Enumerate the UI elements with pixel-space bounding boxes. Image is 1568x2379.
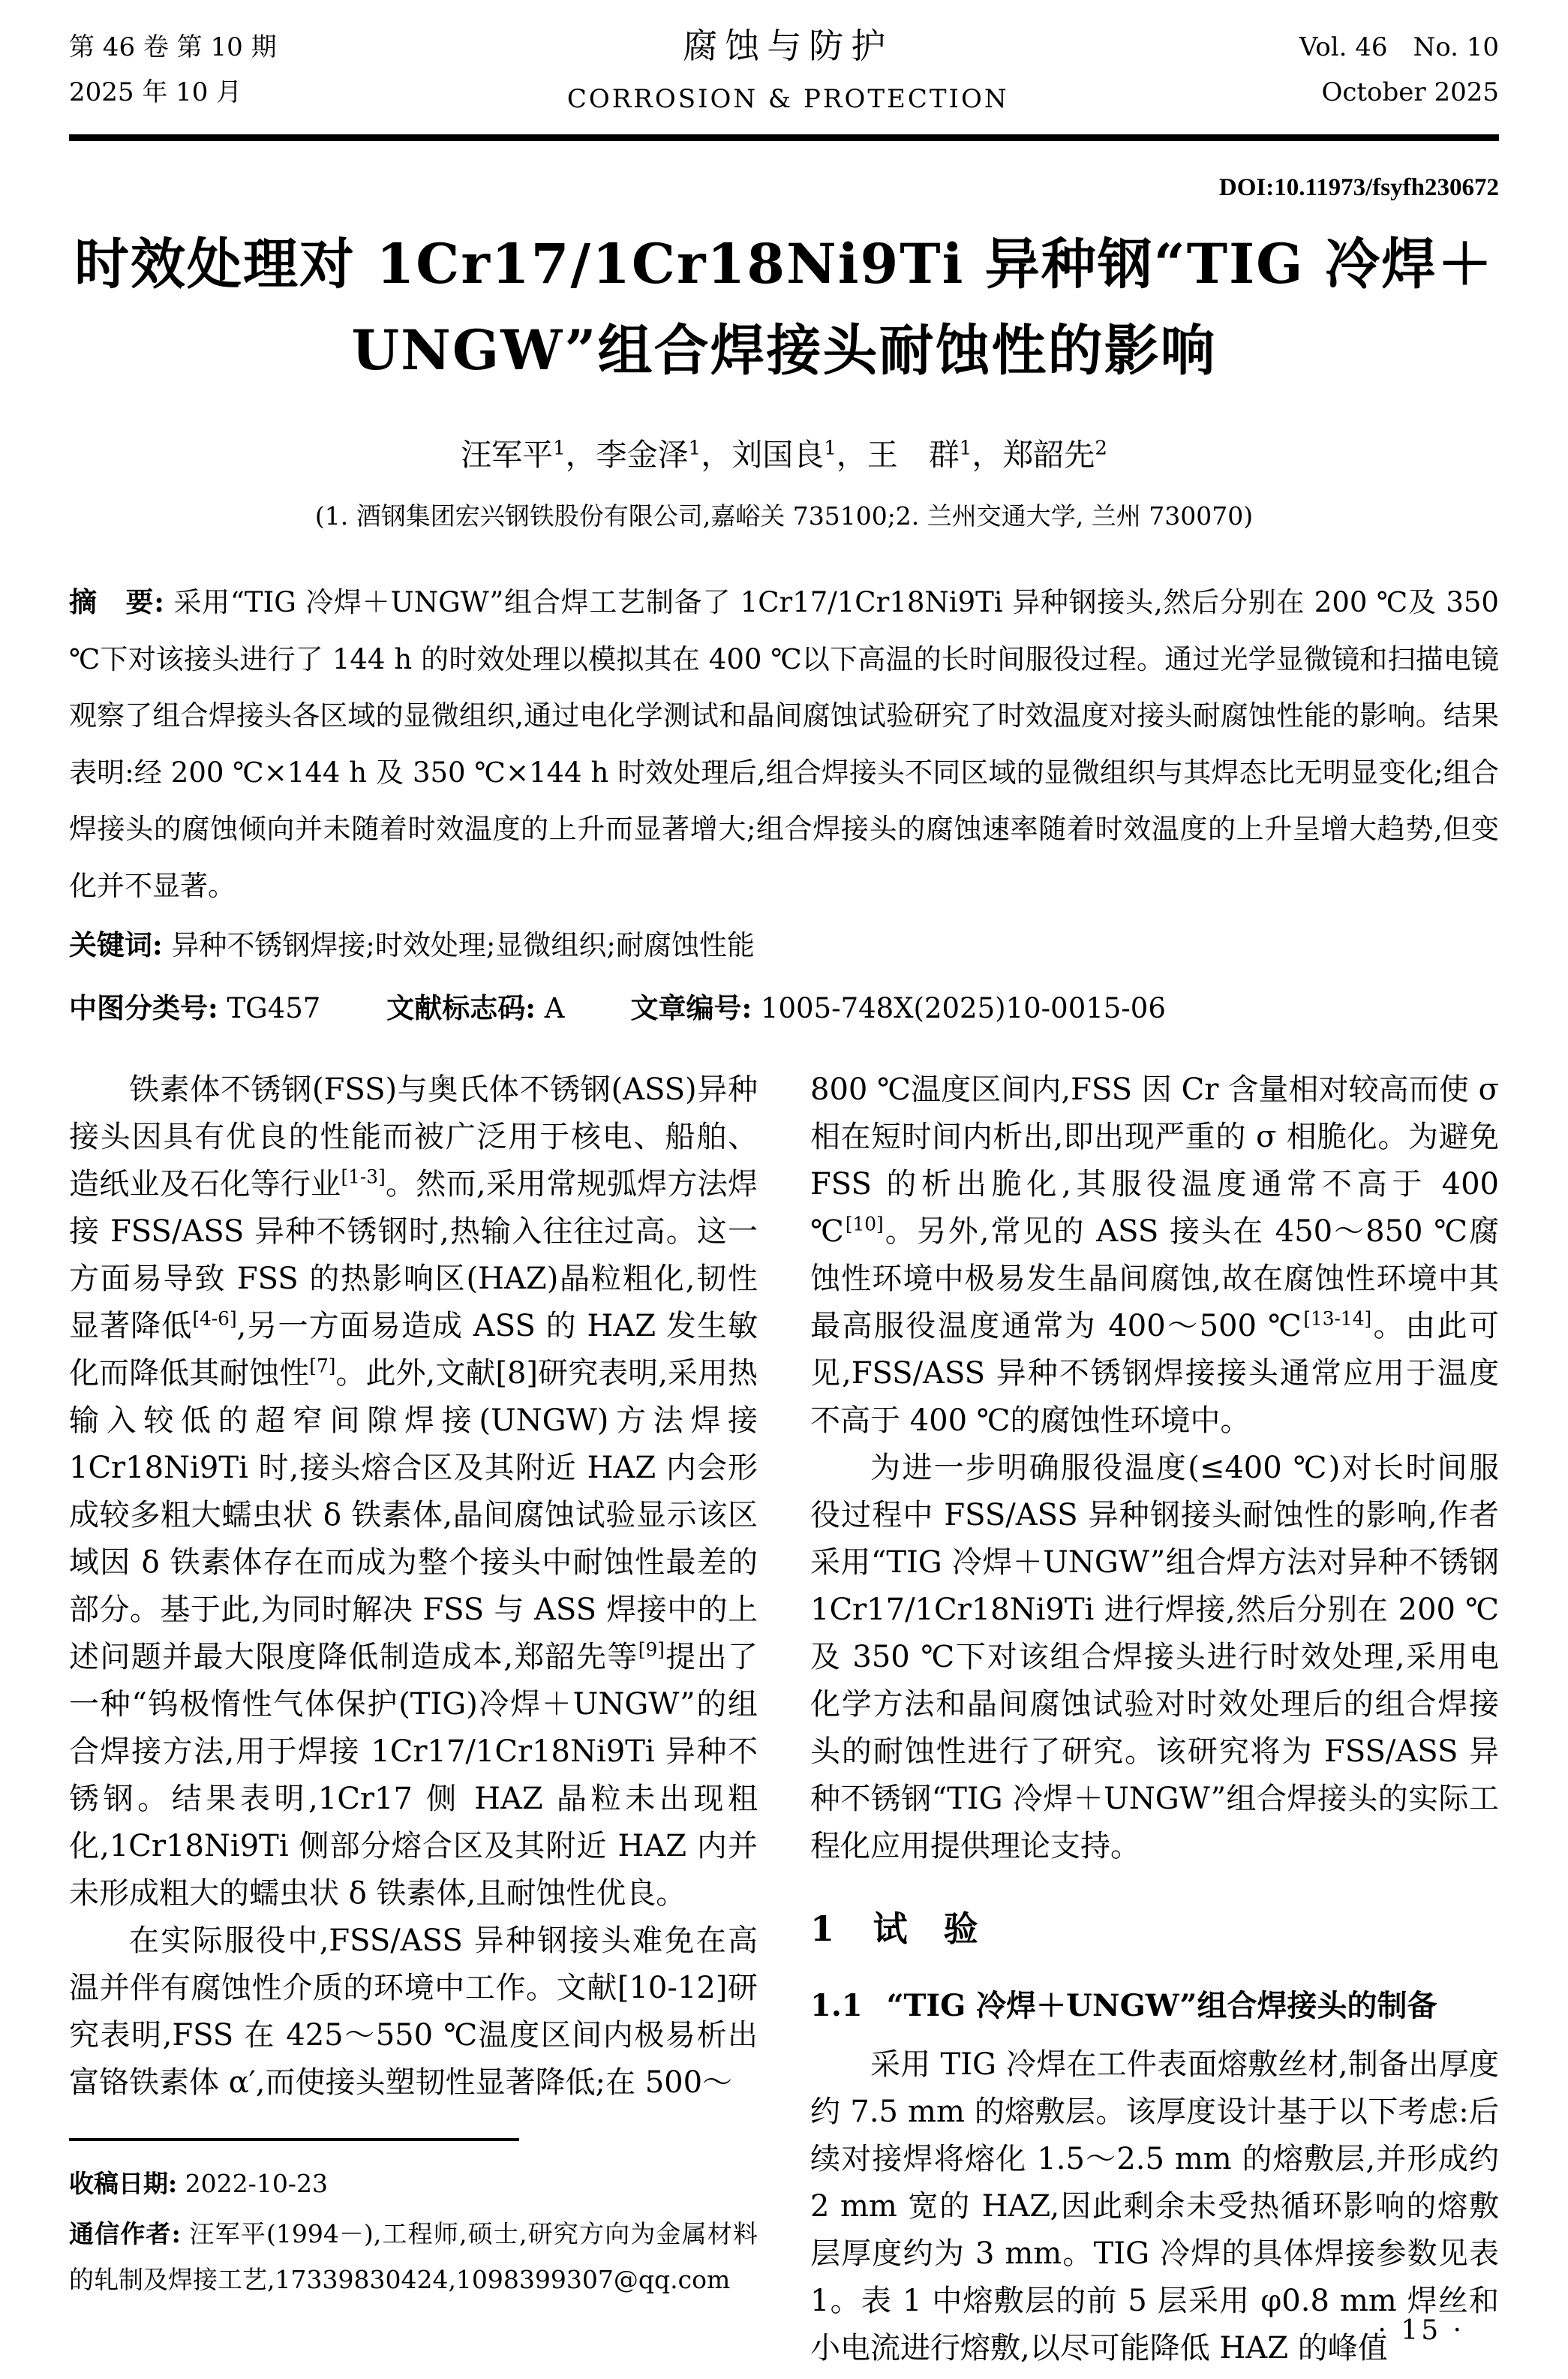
journal-header (69, 26, 1499, 122)
text-run: 王 群 (867, 437, 960, 474)
left-column (69, 1066, 758, 2371)
issue-date-cn: 2025 年 10 月 (69, 77, 242, 107)
text-run: 郑韶先 (1002, 437, 1095, 474)
citation-superscript: [13-14] (1303, 1307, 1372, 1330)
keywords (69, 917, 1499, 973)
body-columns (69, 1066, 1499, 2371)
article-id-value: 1005-748X(2025)10-0015-06 (760, 992, 1166, 1025)
clc-label: 中图分类号: (69, 991, 218, 1025)
text-run: 汪军平 (461, 437, 554, 474)
text-run: 在实际服役中,FSS/ASS 异种钢接头难免在高温并伴有腐蚀性介质的环境中工作。文献[10-12]研究表明,FSS 在 425～550 ℃温度区间内极易析出富铬铁素体 α′,而使接头塑韧性显著降低;在 500～ (69, 1923, 758, 2101)
article-id-label: 文章编号: (630, 991, 752, 1025)
citation-superscript: 1 (959, 437, 972, 460)
text-run: 。由此可见,FSS/ASS 异种不锈钢焊接接头通常应用于温度不高于 400 ℃的腐蚀性环境中。 (810, 1309, 1499, 1439)
text-run: 。另外,常见的 ASS 接头在 450～850 ℃腐蚀性环境中极易发生晶间腐蚀,故在腐蚀性环境中其最高服役温度通常为 400～500 ℃ (810, 1214, 1499, 1344)
text-run: 提出了一种“钨极惰性气体保护(TIG)冷焊＋UNGW”的组合焊接方法,用于焊接 1Cr17/1Cr18Ni9Ti 异种不锈钢。结果表明,1Cr17 侧 HAZ 晶粒未出现粗化,1Cr18Ni9Ti 侧部分熔合区及其附近 HAZ 内并未形成粗大的蠕虫状 δ 铁素体,且耐蚀性优良。 (69, 1640, 758, 1911)
right-column (810, 1066, 1499, 2371)
article-id (630, 985, 1165, 1026)
journal-title-en: CORROSION & PROTECTION (566, 84, 1009, 115)
journal-title-cn: 腐蚀与防护 (683, 26, 894, 66)
section-1-number: 1 (810, 1908, 836, 1950)
text-run: 。此外,文献[8]研究表明,采用热输入较低的超窄间隙焊接(UNGW)方法焊接 1Cr18Ni9Ti 时,接头熔合区及其附近 HAZ 内会形成较多粗大蠕虫状 δ 铁素体,晶间腐蚀试验显示该区域因 δ 铁素体存在而成为整个接头中耐蚀性最差的部分。基于此,为同时解决 FSS 与 ASS 焊接中的上述问题并最大限度降低制造成本,郑韶先等 (69, 1356, 758, 1675)
corresponding-author-value: 汪军平(1994－),工程师,硕士,研究方向为金属材料的轧制及焊接工艺,17339830424,1098399307@qq.com (69, 2219, 758, 2295)
text-run: 李金泽 (596, 437, 689, 474)
received-date (69, 2161, 758, 2206)
footnote (69, 2161, 758, 2302)
citation-superscript: [7] (309, 1355, 336, 1377)
document-code-label: 文献标志码: (386, 991, 536, 1025)
header-divider (69, 134, 1499, 141)
text-run: ,另一方面易造成 ASS 的 HAZ 发生敏化而降低其耐蚀性 (69, 1309, 758, 1391)
citation-superscript: [9] (638, 1638, 665, 1661)
text-run: 。然而,采用常规弧焊方法焊接 FSS/ASS 异种不锈钢时,热输入往往过高。这一方面易导致 FSS 的热影响区(HAZ)晶粒粗化,韧性显著降低 (69, 1167, 758, 1344)
header-issue-en (1299, 26, 1499, 115)
abstract-label: 摘 要: (69, 585, 164, 619)
authors-line (69, 430, 1499, 474)
affiliation: (1. 酒钢集团宏兴钢铁股份有限公司,嘉峪关 735100;2. 兰州交通大学, 兰州 730070) (314, 501, 1254, 531)
section-1-1-heading (810, 1982, 1499, 2029)
paragraph-intro-3 (810, 1066, 1499, 1445)
section-1-1-title: “TIG 冷焊＋UNGW”组合焊接头的制备 (886, 1987, 1437, 2023)
document-code (386, 985, 564, 1026)
text-run: 铁素体不锈钢(FSS)与奥氏体不锈钢(ASS)异种接头因具有优良的性能而被广泛用于核电、船舶、造纸业及石化等行业 (69, 1072, 758, 1202)
citation-superscript: 1 (688, 437, 701, 460)
received-date-value: 2022-10-23 (185, 2169, 328, 2199)
text-run: 为进一步明确服役温度(≤400 ℃)对长时间服役过程中 FSS/ASS 异种钢接头耐蚀性的影响,作者采用“TIG 冷焊＋UNGW”组合焊方法对异种不锈钢 1Cr17/1Cr18Ni9Ti 进行焊接,然后分别在 200 ℃及 350 ℃下对该组合焊接头进行时效处理,采用电化学方法和晶间腐蚀试验对时效处理后的组合焊接头的耐蚀性进行了研究。该研究将为 FSS/ASS 异种不锈钢“TIG 冷焊＋UNGW”组合焊接头的实际工程化应用提供理论支持。 (810, 1451, 1499, 1864)
issue-volume-en: Vol. 46 No. 10 (1299, 32, 1499, 62)
clc-value: TG457 (227, 992, 321, 1025)
corresponding-author (69, 2211, 758, 2302)
text-run: 800 ℃温度区间内,FSS 因 Cr 含量相对较高而使 σ 相在短时间内析出,即出现严重的 σ 相脆化。为避免 FSS 的析出脆化,其服役温度通常不高于 400 ℃ (810, 1072, 1499, 1250)
keywords-label: 关键词: (69, 928, 163, 962)
section-1-heading (810, 1902, 1499, 1956)
paragraph-intro-4 (810, 1445, 1499, 1870)
article-title-line1: 时效处理对 1Cr17/1Cr18Ni9Ti 异种钢“TIG 冷焊＋ (74, 231, 1494, 296)
issue-date-en: October 2025 (1321, 77, 1499, 107)
header-issue-cn (69, 26, 277, 115)
page-number: · 15 · (1377, 2315, 1464, 2346)
article-title (69, 221, 1499, 395)
corresponding-author-label: 通信作者: (69, 2219, 181, 2249)
citation-superscript: [4-6] (192, 1307, 237, 1330)
text-run: 刘国良 (731, 437, 825, 474)
clc-number (69, 985, 320, 1026)
abstract-text: 采用“TIG 冷焊＋UNGW”组合焊工艺制备了 1Cr17/1Cr18Ni9Ti 异种钢接头,然后分别在 200 ℃及 350 ℃下对该接头进行了 144 h 的时效处理以模拟其在 400 ℃以下高温的长时间服役过程。通过光学显微镜和扫描电镜观察了组合焊接头各区域的显微组织,通过电化学测试和晶间腐蚀试验研究了时效温度对接头耐腐蚀性能的影响。结果表明:经 200 ℃×144 h 及 350 ℃×144 h 时效处理后,组合焊接头不同区域的显微组织与其焊态比无明显变化;组合焊接头的腐蚀倾向并未随着时效温度的上升而显著增大;组合焊接头的腐蚀速率随着时效温度的上升呈增大趋势,但变化并不显著。 (69, 586, 1499, 902)
classification-row (69, 985, 1499, 1026)
text-run: ， (972, 437, 1003, 474)
citation-superscript: 1 (553, 437, 566, 460)
citation-superscript: 2 (1095, 437, 1107, 460)
paragraph-intro-1 (69, 1066, 758, 1917)
issue-volume-cn: 第 46 卷 第 10 期 (69, 32, 277, 62)
section-1-title: 试 验 (873, 1908, 979, 1950)
keywords-text: 异种不锈钢焊接;时效处理;显微组织;耐腐蚀性能 (171, 929, 755, 962)
document-code-value: A (544, 992, 565, 1025)
article-title-line2: UNGW”组合焊接头耐蚀性的影响 (351, 318, 1217, 383)
section-1-1-number: 1.1 (810, 1987, 863, 2023)
header-journal-name (567, 26, 1009, 122)
paragraph-intro-2 (69, 1917, 758, 2107)
citation-superscript: [1-3] (341, 1165, 386, 1188)
received-date-label: 收稿日期: (69, 2169, 178, 2199)
text-run: ， (836, 437, 867, 474)
footnote-divider (69, 2138, 519, 2141)
abstract (69, 574, 1499, 914)
citation-superscript: [10] (845, 1213, 884, 1235)
text-run: 采用 TIG 冷焊在工件表面熔敷丝材,制备出厚度约 7.5 mm 的熔敷层。该厚度设计基于以下考虑:后续对接焊将熔化 1.5～2.5 mm 的熔敷层,并形成约 2 mm 宽的 HAZ,因此剩余未受热循环影响的熔敷层厚度约为 3 mm。TIG 冷焊的具体焊接参数见表 1。表 1 中熔敷层的前 5 层采用 φ0.8 mm 焊丝和小电流进行熔敷,以尽可能降低 HAZ 的峰值 (810, 2047, 1499, 2365)
doi: DOI:10.11973/fsyfh230672 (1218, 173, 1499, 201)
text-run: ， (701, 437, 732, 474)
text-run: ， (565, 437, 596, 474)
citation-superscript: 1 (824, 437, 837, 460)
